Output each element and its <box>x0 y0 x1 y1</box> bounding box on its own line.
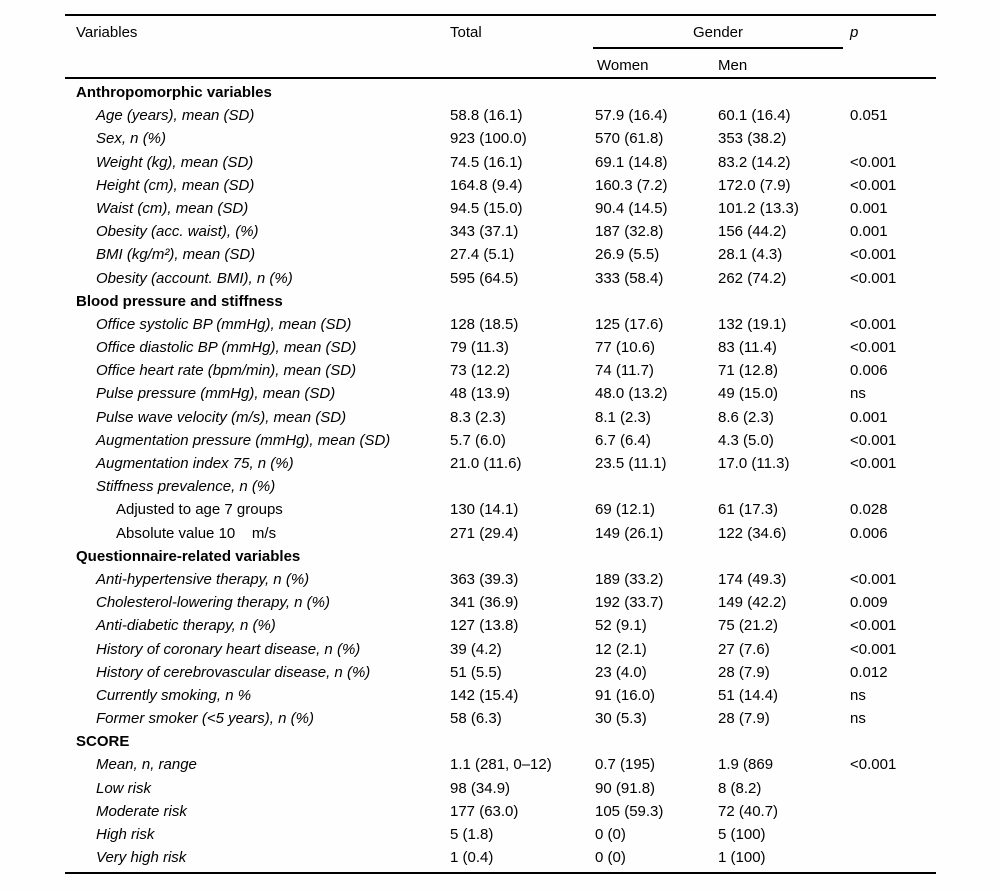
cell-men: 353 (38.2) <box>718 130 787 148</box>
table-row <box>65 638 936 661</box>
cell-total: 73 (12.2) <box>450 362 511 380</box>
table-row <box>65 522 936 545</box>
cell-women: 125 (17.6) <box>595 315 664 333</box>
table-header <box>65 16 936 77</box>
cell-women: 90 (91.8) <box>595 779 656 797</box>
table-row <box>65 452 936 475</box>
cell-women: 0.7 (195) <box>595 756 656 774</box>
section-header-row <box>65 545 936 568</box>
cell-total: 5.7 (6.0) <box>450 431 506 449</box>
cell-total: 595 (64.5) <box>450 269 519 287</box>
table-row <box>65 498 936 521</box>
row-label: Blood pressure and stiffness <box>76 292 283 310</box>
table-row <box>65 220 936 243</box>
table-row <box>65 313 936 336</box>
cell-total: 79 (11.3) <box>450 339 509 357</box>
table-row <box>65 151 936 174</box>
cell-men: 28 (7.9) <box>718 710 770 728</box>
cell-total: 923 (100.0) <box>450 130 527 148</box>
cell-men: 83 (11.4) <box>718 339 777 357</box>
cell-total: 58.8 (16.1) <box>450 107 523 125</box>
cell-women: 0 (0) <box>595 826 626 843</box>
table-row <box>65 359 936 382</box>
cell-men: 72 (40.7) <box>718 802 779 820</box>
cell-total: 127 (13.8) <box>450 617 519 635</box>
row-label: Weight (kg), mean (SD) <box>96 153 254 171</box>
row-label: Pulse wave velocity (m/s), mean (SD) <box>96 408 347 426</box>
row-label: History of coronary heart disease, n (%) <box>96 640 361 658</box>
cell-men: 49 (15.0) <box>718 385 779 403</box>
col-header-women: Women <box>597 57 649 74</box>
row-label: Cholesterol-lowering therapy, n (%) <box>96 594 330 612</box>
cell-total: 94.5 (15.0) <box>450 199 523 217</box>
table-row <box>65 429 936 452</box>
row-label: Anthropomorphic variables <box>76 84 272 101</box>
table-row <box>65 846 936 869</box>
cell-women: 91 (16.0) <box>595 686 656 704</box>
cell-women: 187 (32.8) <box>595 223 664 241</box>
table-row <box>65 243 936 266</box>
row-label: Moderate risk <box>96 802 187 820</box>
cell-women: 57.9 (16.4) <box>595 107 668 125</box>
table-row <box>65 475 936 498</box>
row-label: Absolute value 10 m/s <box>116 524 277 542</box>
cell-women: 74 (11.7) <box>595 362 654 380</box>
cell-total: 51 (5.5) <box>450 663 502 681</box>
cell-men: 4.3 (5.0) <box>718 431 774 449</box>
cell-women: 48.0 (13.2) <box>595 385 668 403</box>
col-header-men: Men <box>718 57 748 74</box>
row-label: Pulse pressure (mmHg), mean (SD) <box>96 385 336 403</box>
table-row <box>65 336 936 359</box>
table-row <box>65 777 936 800</box>
cell-men: 174 (49.3) <box>718 570 787 588</box>
cell-men: 51 (14.4) <box>718 686 779 704</box>
cell-p: 0.012 <box>850 663 888 681</box>
table-row <box>65 568 936 591</box>
row-label: Sex, n (%) <box>96 130 167 148</box>
cell-total: 128 (18.5) <box>450 315 519 333</box>
cell-p: <0.001 <box>850 756 897 774</box>
cell-men: 83.2 (14.2) <box>718 153 791 171</box>
cell-women: 23 (4.0) <box>595 663 647 681</box>
cell-total: 39 (4.2) <box>450 640 502 658</box>
section-header-row <box>65 81 936 104</box>
table-body <box>65 79 936 872</box>
cell-total: 130 (14.1) <box>450 501 519 519</box>
cell-men: 60.1 (16.4) <box>718 107 791 125</box>
cell-p: ns <box>850 686 866 704</box>
cell-women: 0 (0) <box>595 849 626 867</box>
cell-men: 132 (19.1) <box>718 315 787 333</box>
cell-men: 122 (34.6) <box>718 524 787 542</box>
cell-p: <0.001 <box>850 315 897 333</box>
row-label: Obesity (acc. waist), (%) <box>96 223 259 241</box>
cell-total: 8.3 (2.3) <box>450 408 506 426</box>
table-row <box>65 267 936 290</box>
cell-men: 27 (7.6) <box>718 640 770 658</box>
row-label: Height (cm), mean (SD) <box>96 176 255 194</box>
table-row <box>65 800 936 823</box>
cell-p: ns <box>850 385 866 403</box>
row-label: Office diastolic BP (mmHg), mean (SD) <box>96 339 357 357</box>
table-row <box>65 127 936 150</box>
cell-p: <0.001 <box>850 640 897 658</box>
cell-p: 0.006 <box>850 362 888 380</box>
cell-p: 0.051 <box>850 107 888 125</box>
table-row <box>65 197 936 220</box>
cell-women: 69 (12.1) <box>595 501 656 519</box>
cell-men: 149 (42.2) <box>718 594 787 612</box>
row-label: Obesity (account. BMI), n (%) <box>96 269 293 287</box>
row-label: Very high risk <box>96 849 187 867</box>
row-label: Former smoker (<5 years), n (%) <box>96 710 314 728</box>
cell-p: 0.001 <box>850 408 888 426</box>
table-row <box>65 614 936 637</box>
cell-women: 90.4 (14.5) <box>595 199 668 217</box>
cell-total: 27.4 (5.1) <box>450 246 515 264</box>
row-label: SCORE <box>76 733 130 751</box>
cell-men: 1 (100) <box>718 849 766 867</box>
table-row <box>65 684 936 707</box>
row-label: Currently smoking, n % <box>96 686 252 704</box>
cell-women: 8.1 (2.3) <box>595 408 651 426</box>
cell-total: 1 (0.4) <box>450 849 494 867</box>
cell-men: 1.9 (869 <box>718 756 774 774</box>
cell-total: 177 (63.0) <box>450 802 519 820</box>
row-label: Adjusted to age 7 groups <box>116 501 283 519</box>
row-label: Waist (cm), mean (SD) <box>96 199 249 217</box>
cell-p: ns <box>850 710 866 728</box>
cell-women: 12 (2.1) <box>595 640 647 658</box>
cell-women: 23.5 (11.1) <box>595 455 667 472</box>
cell-men: 156 (44.2) <box>718 223 787 241</box>
cell-women: 69.1 (14.8) <box>595 153 668 171</box>
cell-total: 74.5 (16.1) <box>450 153 523 171</box>
cell-total: 1.1 (281, 0–12) <box>450 756 552 774</box>
summary-statistics-table <box>65 14 936 874</box>
cell-women: 105 (59.3) <box>595 802 664 820</box>
col-header-total: Total <box>450 24 482 41</box>
cell-women: 77 (10.6) <box>595 339 656 357</box>
table-row <box>65 174 936 197</box>
cell-p: <0.001 <box>850 246 897 264</box>
cell-men: 8.6 (2.3) <box>718 408 774 426</box>
cell-total: 363 (39.3) <box>450 570 519 588</box>
cell-men: 101.2 (13.3) <box>718 199 799 217</box>
table-row <box>65 707 936 730</box>
cell-women: 52 (9.1) <box>595 617 647 635</box>
cell-total: 5 (1.8) <box>450 826 494 843</box>
cell-p: 0.006 <box>850 524 888 542</box>
cell-p: 0.001 <box>850 223 888 241</box>
table-row <box>65 753 936 776</box>
cell-p: <0.001 <box>850 176 897 194</box>
cell-men: 75 (21.2) <box>718 617 779 635</box>
cell-total: 343 (37.1) <box>450 223 519 241</box>
cell-women: 192 (33.7) <box>595 594 664 612</box>
cell-p: <0.001 <box>850 269 897 287</box>
row-label: Questionnaire-related variables <box>76 547 301 565</box>
cell-women: 30 (5.3) <box>595 710 647 728</box>
cell-men: 28 (7.9) <box>718 663 770 681</box>
row-label: Anti-hypertensive therapy, n (%) <box>96 570 310 588</box>
cell-p: <0.001 <box>850 570 897 588</box>
cell-women: 189 (33.2) <box>595 570 664 588</box>
cell-p: <0.001 <box>850 455 897 472</box>
cell-men: 5 (100) <box>718 826 766 843</box>
row-label: Anti-diabetic therapy, n (%) <box>96 617 276 635</box>
cell-p: 0.009 <box>850 594 888 612</box>
cell-total: 98 (34.9) <box>450 779 511 797</box>
section-header-row <box>65 290 936 313</box>
table-row <box>65 591 936 614</box>
cell-men: 172.0 (7.9) <box>718 176 791 194</box>
col-header-p: p <box>850 24 859 41</box>
cell-women: 26.9 (5.5) <box>595 246 660 264</box>
cell-p: <0.001 <box>850 431 897 449</box>
cell-p: <0.001 <box>850 339 897 357</box>
row-label: History of cerebrovascular disease, n (%) <box>96 663 371 681</box>
cell-women: 160.3 (7.2) <box>595 176 668 194</box>
section-header-row <box>65 730 936 753</box>
cell-total: 164.8 (9.4) <box>450 176 523 194</box>
cell-p: 0.001 <box>850 199 888 217</box>
table-row <box>65 382 936 405</box>
cell-total: 48 (13.9) <box>450 385 511 403</box>
row-label: Age (years), mean (SD) <box>96 107 255 125</box>
row-label: Stiffness prevalence, n (%) <box>96 478 276 496</box>
bottom-rule <box>65 872 936 874</box>
cell-women: 6.7 (6.4) <box>595 431 651 449</box>
cell-p: 0.028 <box>850 501 888 519</box>
cell-men: 8 (8.2) <box>718 779 762 797</box>
col-header-variables: Variables <box>76 24 138 41</box>
row-label: Low risk <box>96 779 152 797</box>
cell-men: 28.1 (4.3) <box>718 246 783 264</box>
cell-total: 21.0 (11.6) <box>450 455 522 472</box>
table-row <box>65 406 936 429</box>
cell-p: <0.001 <box>850 153 897 171</box>
cell-women: 570 (61.8) <box>595 130 664 148</box>
cell-men: 71 (12.8) <box>718 362 779 380</box>
cell-men: 262 (74.2) <box>718 269 787 287</box>
table-row <box>65 661 936 684</box>
row-label: Office systolic BP (mmHg), mean (SD) <box>96 315 352 333</box>
cell-total: 58 (6.3) <box>450 710 502 728</box>
row-label: Office heart rate (bpm/min), mean (SD) <box>96 362 357 380</box>
cell-p: <0.001 <box>850 617 897 635</box>
col-header-gender: Gender <box>692 24 744 41</box>
gender-span-underline <box>593 47 843 49</box>
cell-total: 341 (36.9) <box>450 594 519 612</box>
cell-men: 61 (17.3) <box>718 501 779 519</box>
row-label: BMI (kg/m²), mean (SD) <box>96 246 256 264</box>
cell-women: 149 (26.1) <box>595 524 664 542</box>
cell-total: 142 (15.4) <box>450 686 519 704</box>
table-row <box>65 104 936 127</box>
row-label: Mean, n, range <box>96 756 197 774</box>
row-label: High risk <box>96 826 155 843</box>
table-row <box>65 823 936 846</box>
cell-women: 333 (58.4) <box>595 269 664 287</box>
row-label: Augmentation pressure (mmHg), mean (SD) <box>96 431 391 449</box>
cell-total: 271 (29.4) <box>450 524 519 542</box>
row-label: Augmentation index 75, n (%) <box>96 455 294 472</box>
cell-men: 17.0 (11.3) <box>718 455 790 472</box>
